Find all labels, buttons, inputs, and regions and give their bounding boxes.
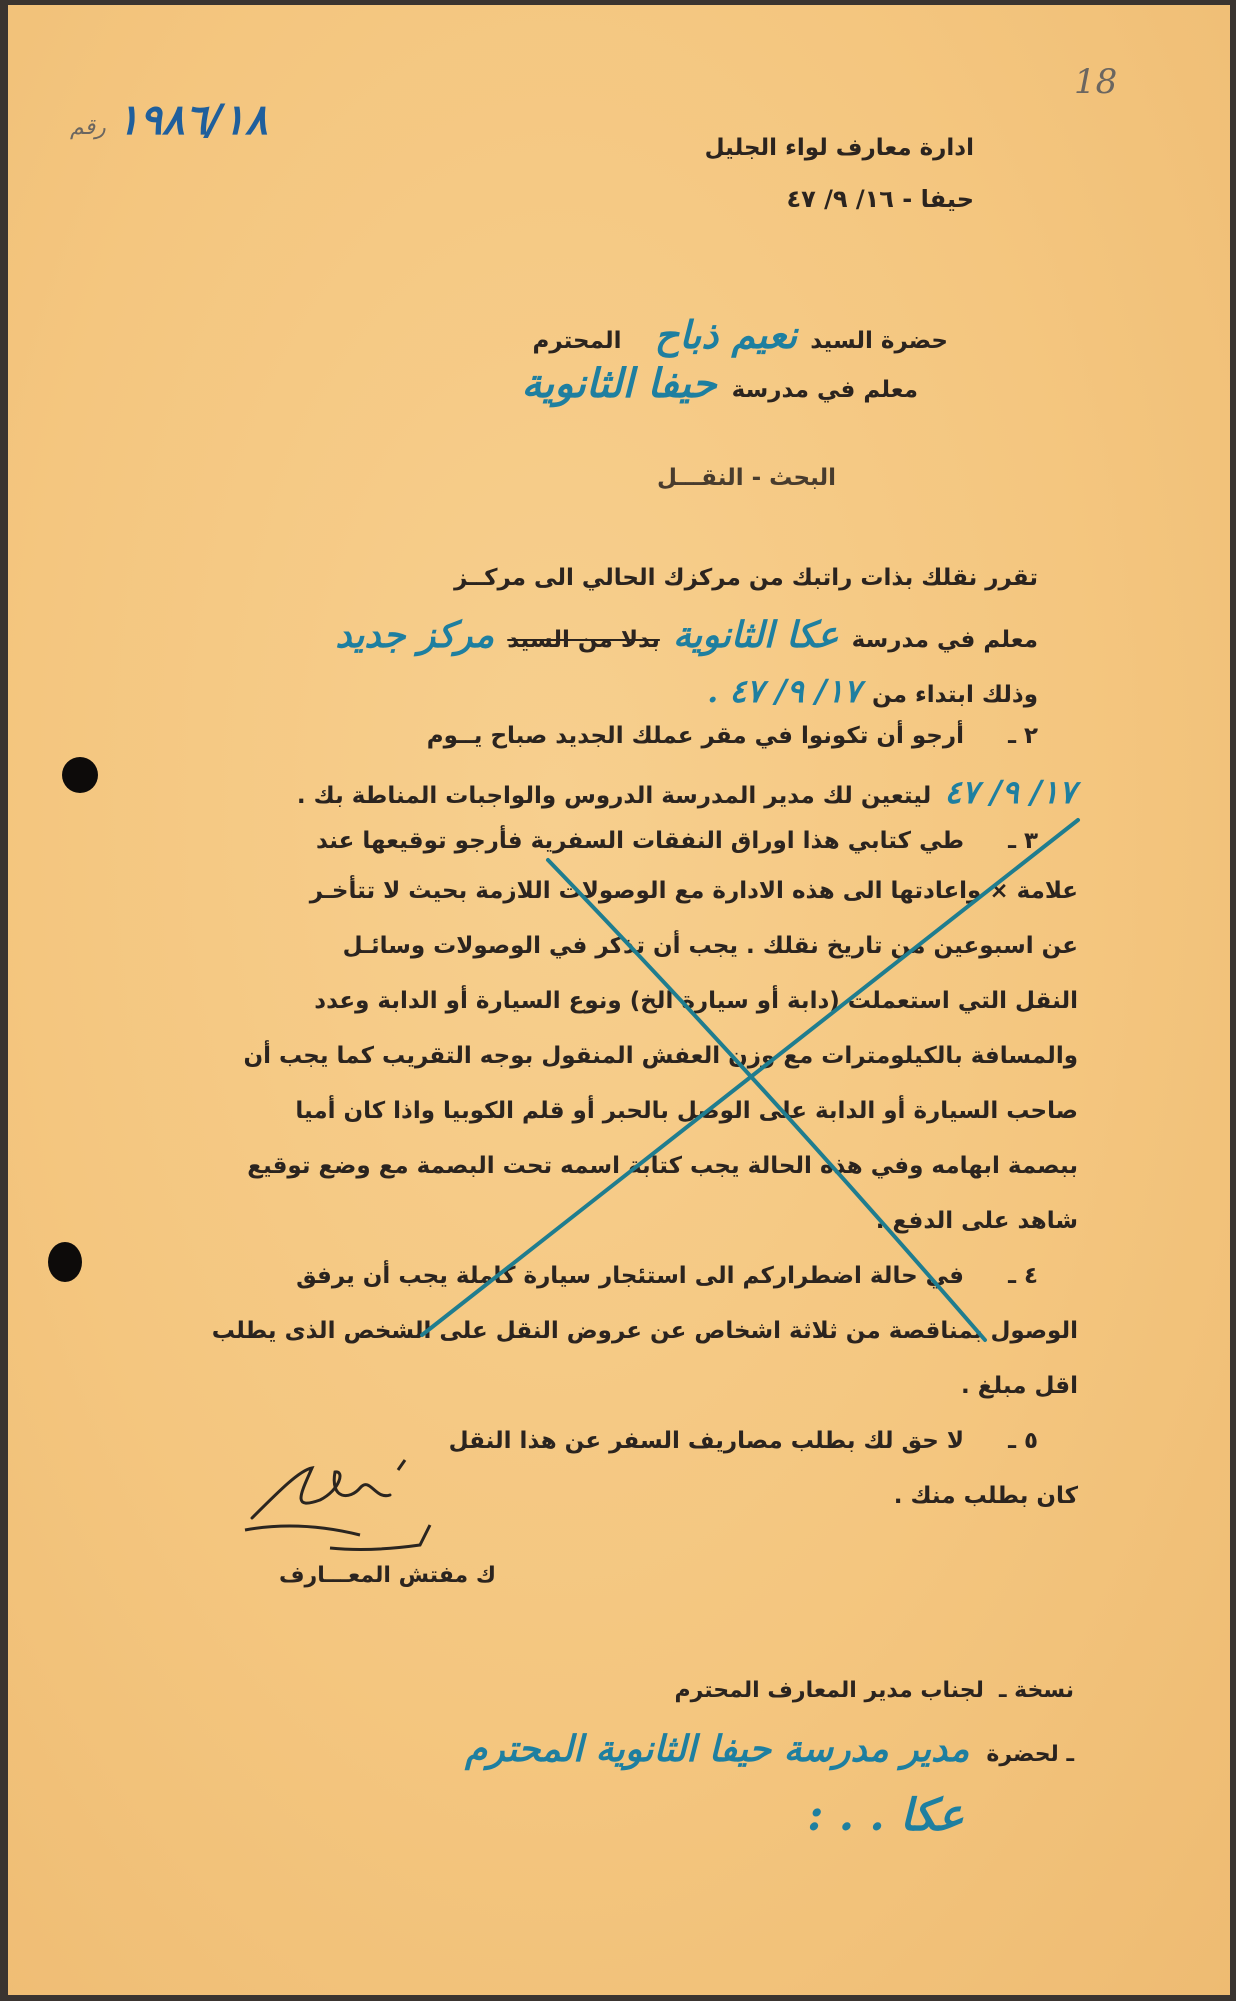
signature-title: ك مفتش المعـــارف — [278, 1563, 496, 1588]
copies-to2-prefix: ـ لحضرة — [986, 1742, 1074, 1767]
body-p4-line1: في حالة اضطراركم الى استئجار سيارة كاملة يجب أن يرفق — [296, 1263, 964, 1289]
addressee-school: حيفا الثانوية — [521, 360, 717, 407]
body-p3-line3: عن اسبوعين من تاريخ نقلك . يجب أن تذكر في الوصولات وسائـل — [342, 933, 1078, 959]
p1-new-position: مركز جديد — [335, 614, 495, 656]
page-number: 18 — [1074, 62, 1118, 102]
body-p1-line1: تقرر نقلك بذات راتبك من مركزك الحالي الى مركــز — [454, 565, 1038, 591]
copies-to1: لجناب مدير المعارف المحترم — [674, 1678, 984, 1703]
body-p3-line6: صاحب السيارة أو الدابة على الوصل بالحبر أو قلم الكوبيا واذا كان أميا — [295, 1098, 1078, 1124]
copies-line2 — [465, 1728, 1074, 1770]
subject-line: البحث - النقـــل — [657, 465, 836, 491]
addressee-suffix: المحترم — [532, 328, 622, 354]
ref-label: رقم — [70, 115, 106, 140]
copies-label: نسخة ـ — [998, 1678, 1074, 1703]
ref-number: ١٩٨٦/١٨ — [116, 95, 268, 144]
body-p5-line1: لا حق لك بطلب مصاريف السفر عن هذا النقل — [448, 1428, 964, 1454]
p5-number: ٥ ـ — [1008, 1428, 1038, 1454]
p1-instead-of: بدلا من السيد — [507, 627, 660, 653]
copies-to3: عكا . . : — [807, 1790, 964, 1841]
body-p3-line8: شاهد على الدفع . — [875, 1208, 1078, 1234]
body-p4-line2: الوصول بمناقصة من ثلاثة اشخاص عن عروض النقل على الشخص الذى يطلب — [211, 1318, 1078, 1344]
body-p5-line2: كان بطلب منك . — [893, 1483, 1078, 1509]
body-p4-line3: اقل مبلغ . — [961, 1373, 1078, 1399]
addressee-name: نعيم ذباح — [654, 312, 798, 357]
p1-start-prefix: وذلك ابتداء من — [872, 682, 1038, 708]
p1-school-prefix: معلم في مدرسة — [851, 627, 1038, 653]
p1-start-date: ١٧/ ٩/ ٤٧ . — [707, 672, 861, 710]
body-p3-line4: النقل التي استعملت (دابة أو سيارة الخ) ونوع السيارة أو الدابة وعدد — [314, 988, 1078, 1014]
body-p3-line2: علامة × واعادتها الى هذه الادارة مع الوصولات اللازمة بحيث لا تتأخـر — [309, 878, 1078, 904]
body-p3-line1: طي كتابي هذا اوراق النفقات السفرية فأرجو توقيعها عند — [315, 828, 964, 854]
copies-to2-hand: مدير مدرسة حيفا الثانوية المحترم — [464, 1728, 970, 1770]
p1-new-school: عكا الثانوية — [672, 614, 839, 656]
p2-date: ١٧/ ٩/ ٤٧ — [944, 773, 1076, 811]
copies-line1 — [675, 1678, 1075, 1703]
body-p3-line5: والمسافة بالكيلومترات مع وزن العفش المنقول بوجه التقريب كما يجب أن — [243, 1043, 1078, 1069]
p4-number: ٤ ـ — [1008, 1263, 1038, 1289]
p2-text: ليتعين لك مدير المدرسة الدروس والواجبات المناطة بك . — [296, 783, 932, 809]
p2-number: ٢ ـ — [1008, 723, 1038, 749]
body-p2-line1: أرجو أن تكونوا في مقر عملك الجديد صباح يــوم — [426, 723, 964, 749]
header-org: ادارة معارف لواء الجليل — [704, 135, 974, 161]
addressee-role: معلم في مدرسة — [731, 377, 918, 403]
p3-number: ٣ ـ — [1008, 828, 1038, 854]
header-place-date: حيفا - ١٦/ ٩/ ٤٧ — [786, 185, 974, 213]
addressee-prefix: حضرة السيد — [810, 328, 948, 354]
body-p3-line7: ببصمة ابهامه وفي هذه الحالة يجب كتابة اسمه تحت البصمة مع وضع توقيع — [247, 1153, 1078, 1179]
